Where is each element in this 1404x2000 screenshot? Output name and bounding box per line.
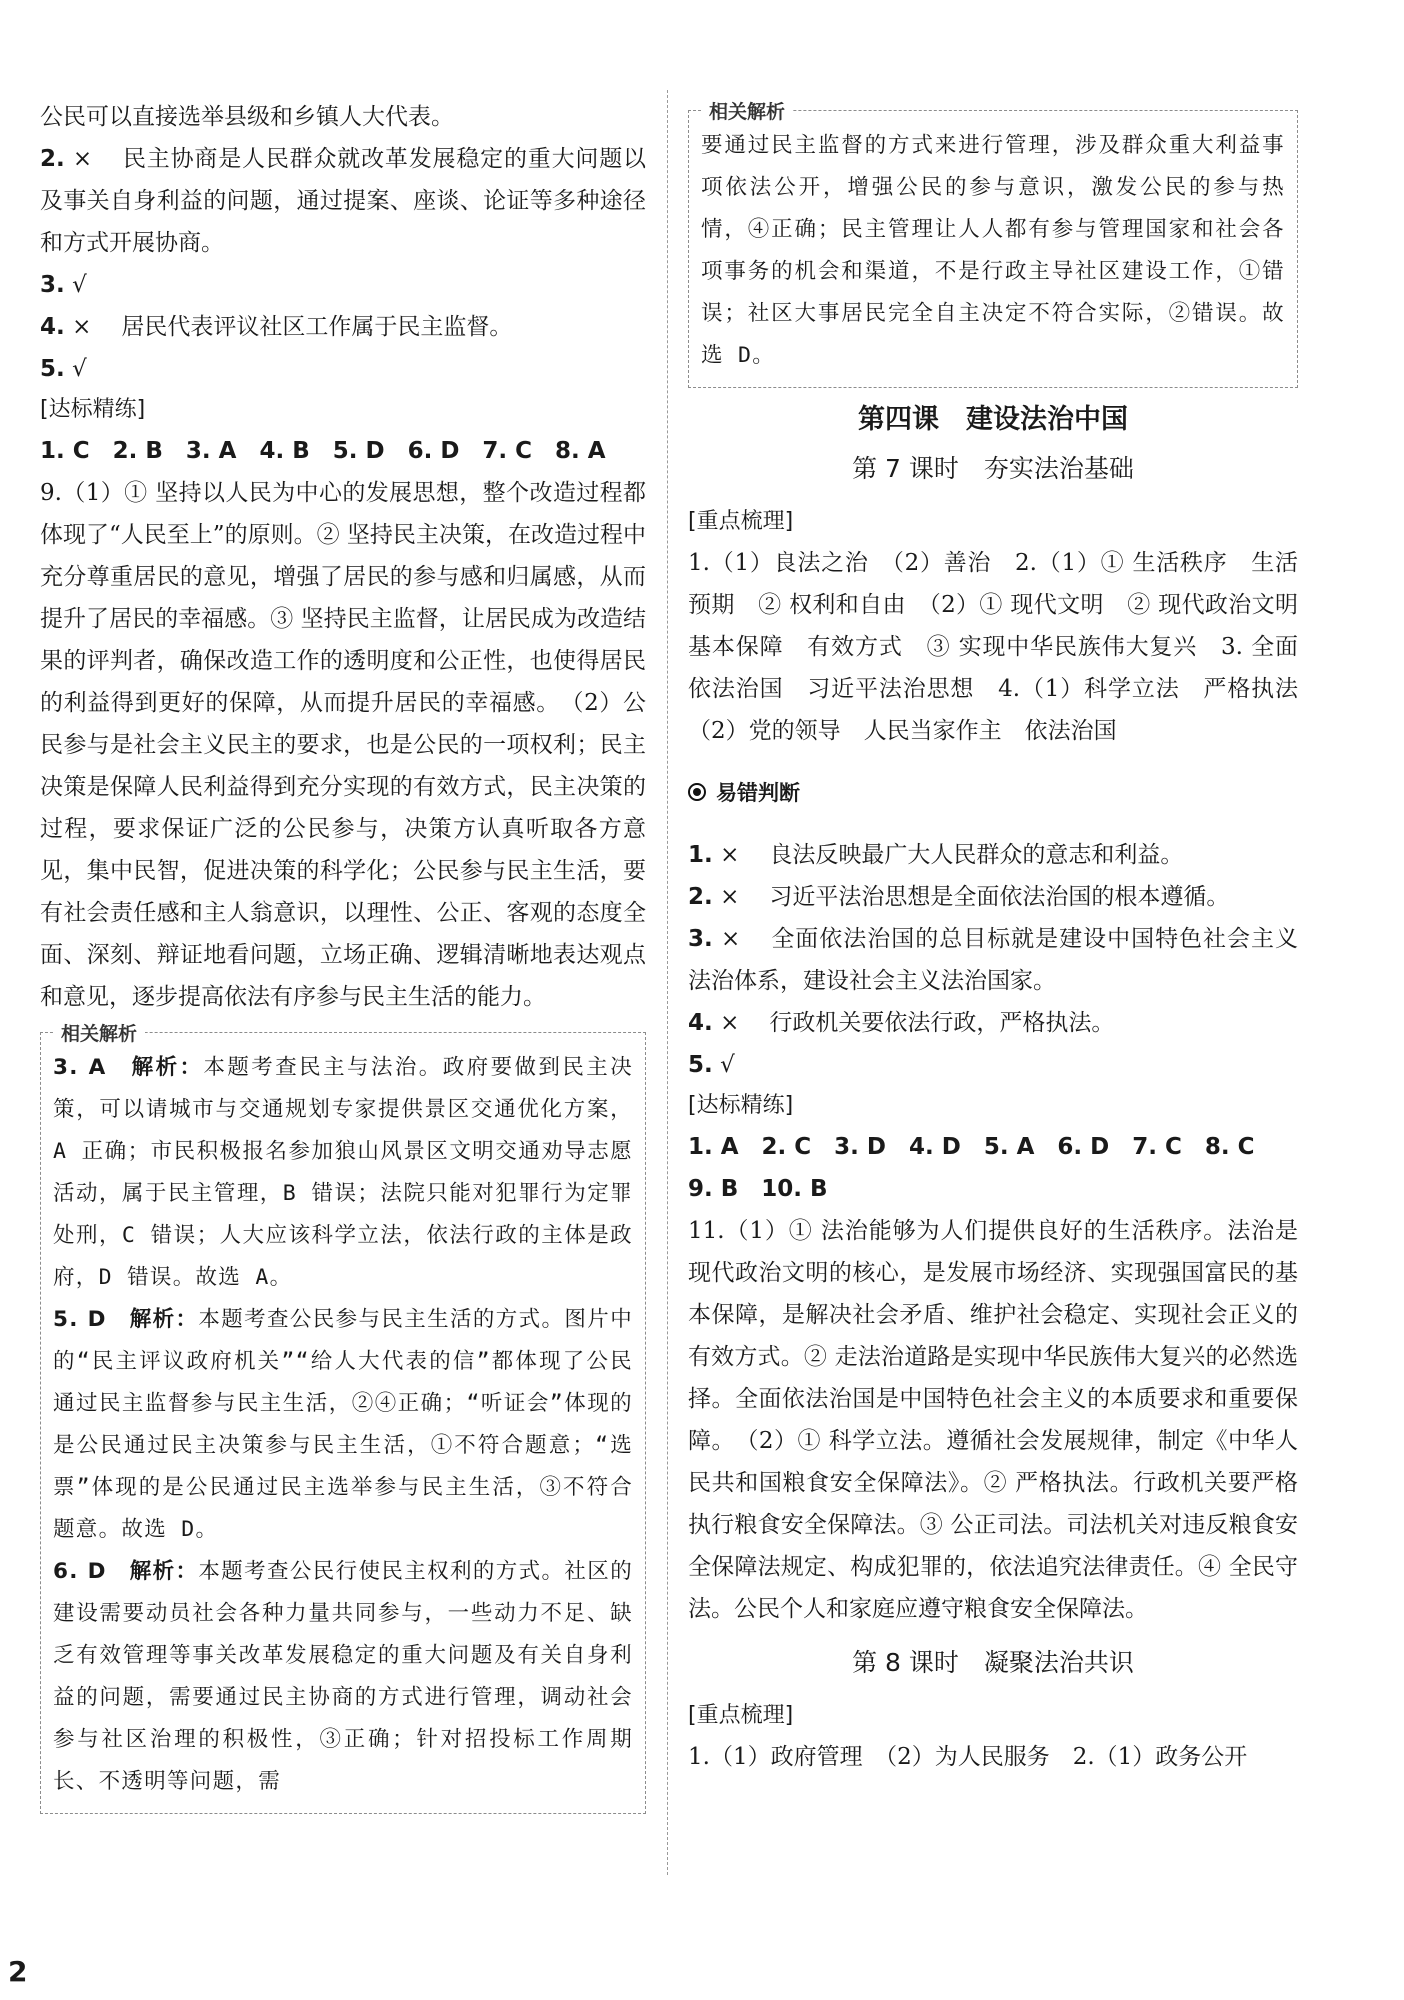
judge-item-3: 3. × 全面依法治国的总目标就是建设中国特色社会主义法治体系，建设社会主义法治国家。	[688, 926, 1298, 994]
question-9-answer: 9.（1）① 坚持以人民为中心的发展思想，整个改造过程都体现了“人民至上”的原则。② 坚持民主决策，在改造过程中充分尊重居民的意见，增强了居民的参与感和归属感，从而提升了居民的幸福感。③ 坚持民主监督，让居民成为改造结果的评判者，确保改造工作的透明度和公正性，也使得居民的利益得到更好的保障，从而提升居民的幸福感。 （2）公民参与是社会主义民主的要求，也是公民的一项权利；民主决策是保障人民利益得到充分实现的有效方式，民主决策的过程，要求保证广泛的公民参与，决策方认真听取各方意见，集中民智，促进决策的科学化；公民参与民主生活，要有社会责任感和主人翁意识，以理性、公正、客观的态度全面、深刻、辩证地看问题，立场正确、逻辑清晰地表达观点和意见，逐步提高依法有序参与民主生活的能力。	[40, 480, 646, 1010]
judge-item-5: 5. √	[688, 1052, 735, 1078]
left-column	[40, 96, 646, 1822]
class-8-title: 第 8 课时 凝聚法治共识	[852, 1648, 1134, 1677]
key-points-answers: 1.（1）良法之治 （2）善治 2.（1）① 生活秩序 生活预期 ② 权利和自由 （2）① 现代文明 ② 现代政治文明 基本保障 有效方式 ③ 实现中华民族伟大复兴 3. 全面依法治国 习近平法治思想 4.（1）科学立法 严格执法 （2）党的领导 人民当家作主 依法治国	[688, 550, 1321, 744]
judge-item-4: 4. × 行政机关要依法行政，严格执法。	[688, 1010, 1115, 1036]
check-mark: √	[72, 272, 87, 298]
check-mark: √	[72, 356, 87, 382]
page-number: 2	[8, 1955, 28, 1988]
explanation-box	[40, 1023, 646, 1814]
key-points-answers-8: 1.（1）政府管理 （2）为人民服务 2.（1）政务公开	[688, 1744, 1248, 1770]
item-text: 民主协商是人民群众就改革发展稳定的重大问题以及事关自身利益的问题，通过提案、座谈、论证等多种途径和方式开展协商。	[40, 146, 647, 256]
explanation-title: 相关解析	[701, 97, 793, 124]
explanation-5: 5. D 解析：本题考查公民参与民主生活的方式。图片中的“民主评议政府机关”“给人大代表的信”都体现了公民通过民主监督参与民主生活，②④正确；“听证会”体现的是公民通过民主决策参与民主生活，①不符合题意；“选票”体现的是公民通过民主选举参与民主生活，③不符合题意。故选 D。	[53, 1307, 633, 1542]
column-divider	[667, 90, 668, 1875]
explanation-6-continued: 要通过民主监督的方式来进行管理，涉及群众重大利益事项依法公开，增强公民的参与意识，激发公民的参与热情，④正确；民主管理让人人都有参与管理国家和社会各项事务的机会和渠道，不是行政主导社区建设工作，①错误；社区大事居民完全自主决定不符合实际，②错误。故选 D。	[701, 133, 1285, 368]
explanation-title: 相关解析	[53, 1019, 145, 1046]
bullet-circle-icon	[688, 783, 706, 801]
lesson-title: 第四课 建设法治中国	[858, 404, 1128, 435]
cross-mark: ×	[721, 926, 741, 952]
choice-answers-1: 1. A 2. C 3. D 4. D 5. A 6. D 7. C 8. C	[688, 1134, 1255, 1160]
section-label-key-points: [重点梳理]	[688, 1703, 794, 1728]
cross-mark: ×	[72, 146, 93, 172]
section-label-key-points: [重点梳理]	[688, 509, 794, 534]
error-prone-heading: 易错判断	[688, 773, 1298, 813]
judge-item-2: 2. × 习近平法治思想是全面依法治国的根本遵循。	[688, 884, 1230, 910]
item-number: 3.	[40, 272, 65, 298]
explanation-box-continued	[688, 101, 1298, 388]
choice-answers-2: 9. B 10. B	[688, 1176, 828, 1202]
section-label-practice: [达标精练]	[688, 1093, 794, 1118]
item-text: 居民代表评议社区工作属于民主监督。	[121, 314, 513, 340]
explanation-3: 3. A 解析：本题考查民主与法治。政府要做到民主决策，可以请城市与交通规划专家提供景区交通优化方案，A 正确；市民积极报名参加狼山风景区文明交通劝导志愿活动，属于民主管理，B 错误；法院只能对犯罪行为定罪处刑，C 错误；人大应该科学立法，依法行政的主体是政府，D 错误。故选 A。	[53, 1055, 634, 1290]
right-column	[688, 96, 1321, 1778]
item-number: 4.	[40, 314, 65, 340]
judge-item-1: 1. × 良法反映最广大人民群众的意志和利益。	[688, 842, 1184, 868]
judge-item-5	[40, 348, 646, 390]
class-7-title: 第 7 课时 夯实法治基础	[852, 454, 1134, 483]
cross-mark: ×	[720, 884, 740, 910]
item-number: 2.	[40, 146, 65, 172]
explanation-6: 6. D 解析：本题考查公民行使民主权利的方式。社区的建设需要动员社会各种力量共同参与，一些动力不足、缺乏有效管理等事关改革发展稳定的重大问题及有关自身利益的问题，需要通过民主协商的方式进行管理，调动社会参与社区治理的积极性，③正确；针对招投标工作周期长、不透明等问题，需	[53, 1559, 633, 1794]
section-label-practice: [达标精练]	[40, 397, 146, 422]
cross-mark: ×	[72, 314, 92, 340]
answer-line-1: 公民可以直接选举县级和乡镇人大代表。	[40, 104, 454, 130]
cross-mark: ×	[720, 1010, 740, 1036]
judge-item-2	[40, 138, 646, 264]
judge-item-4	[40, 306, 646, 348]
choice-answers: 1. C 2. B 3. A 4. B 5. D 6. D 7. C 8. A	[40, 438, 606, 464]
judge-item-3	[40, 264, 646, 306]
check-mark: √	[720, 1052, 735, 1078]
question-11-answer: 11.（1）① 法治能够为人们提供良好的生活秩序。法治是现代政治文明的核心，是发展市场经济、实现强国富民的基本保障，是解决社会矛盾、维护社会稳定、实现社会正义的有效方式。② 走法治道路是实现中华民族伟大复兴的必然选择。全面依法治国是中国特色社会主义的本质要求和重要保障。 （2）① 科学立法。遵循社会发展规律，制定《中华人民共和国粮食安全保障法》。② 严格执法。行政机关要严格执行粮食安全保障法。③ 公正司法。司法机关对违反粮食安全保障法规定、构成犯罪的，依法追究法律责任。④ 全民守法。公民个人和家庭应遵守粮食安全保障法。	[688, 1218, 1298, 1622]
item-number: 5.	[40, 356, 65, 382]
cross-mark: ×	[720, 842, 740, 868]
